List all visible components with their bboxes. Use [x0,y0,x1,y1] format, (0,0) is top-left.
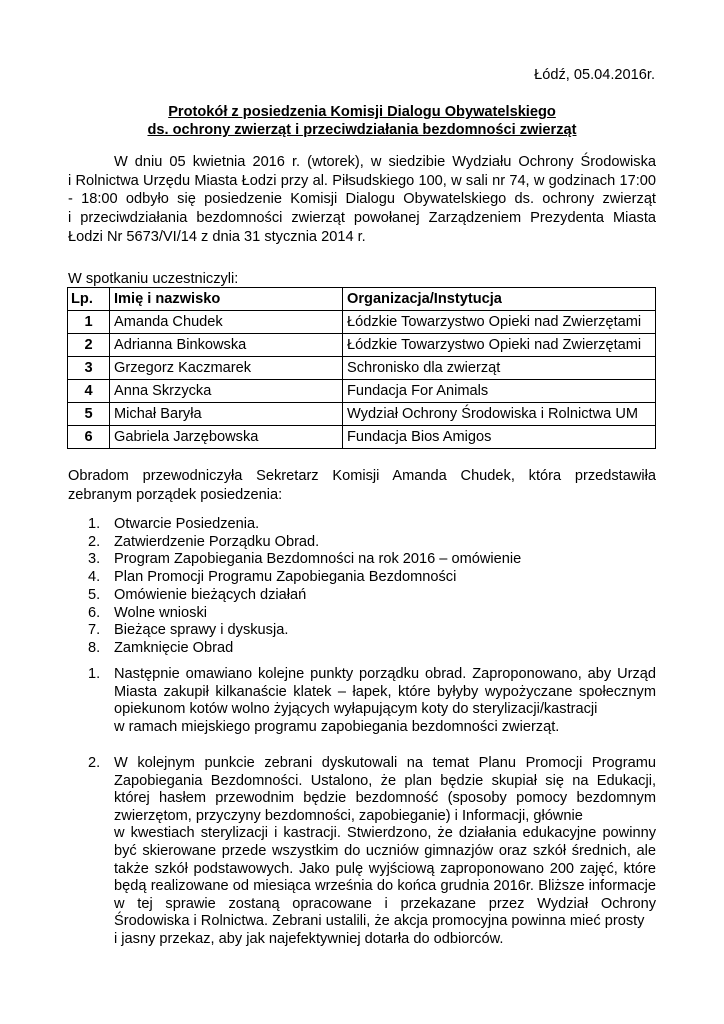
row-org: Łódzkie Towarzystwo Opieki nad Zwierzętami [343,311,656,334]
header-lp: Lp. [68,288,110,311]
agenda-text: Wolne wnioski [114,604,208,621]
agenda-item [68,605,521,623]
intro-paragraph [68,153,656,247]
point-body [114,755,656,949]
table-row [68,357,656,380]
row-name: Amanda Chudek [110,311,343,334]
agenda-text: Otwarcie Posiedzenia. [114,516,260,532]
row-lp: 3 [68,357,110,380]
intro-line: Łodzi Nr 5673/VI/14 z dnia 31 stycznia 2014 r. [68,228,366,245]
point-line: W kolejnym punkcie zebrani dyskutowali na temat Planu Promocji Programu [114,755,656,771]
table-header-row [68,288,656,311]
header-org: Organizacja/Instytucja [343,288,656,311]
point-body [114,666,656,736]
point-line: Środowiska i Rolnictwa. Zebrani ustalili, że akcja promocyjna powinna mieć prosty [114,913,645,930]
agenda-text: Program Zapobiegania Bezdomności na rok 2016 – omówienie [114,551,522,568]
row-lp: 6 [68,426,110,449]
agenda-text: Zamknięcie Obrad [114,639,234,656]
point-line: w ramach miejskiego programu zapobiegania bezdomności zwierząt. [114,718,560,735]
agenda-text: Zatwierdzenie Porządku Obrad. [114,533,320,550]
row-lp: 4 [68,380,110,403]
discussion-point-2 [68,755,656,949]
table-row [68,334,656,357]
document-date: Łódź, 05.04.2016r. [534,67,655,83]
intro-line: i Rolnictwa Urzędu Miasta Łodzi przy al. Piłsudskiego 100, w sali nr 74, w godzinach 17:00 [68,172,656,189]
agenda-item [68,587,521,605]
point-line: której hasłem przewodnim będzie bezdomność (sposoby pomocy bezdomnym [114,790,656,807]
title-line-1: Protokół z posiedzenia Komisji Dialogu Obywatelskiego [168,104,556,120]
agenda-item [68,569,521,587]
point-number: 1. [88,666,101,682]
discussion-point-1 [68,666,656,736]
agenda-number: 7. [88,622,101,639]
row-org: Łódzkie Towarzystwo Opieki nad Zwierzętami [343,334,656,357]
point-line: także szkół podstawowych. Jako pulę wyjściową zaproponowano 200 zajęć, które [114,860,656,877]
row-name: Michał Baryła [110,403,343,426]
agenda-list [68,516,521,658]
agenda-item [68,551,521,569]
point-line: Miasta zakupił kilkanaście klatek – łapek, które byłyby wypożyczane społecznym [114,683,656,700]
participants-table [67,287,656,449]
point-line: w tej sprawie zostaną opracowane i przekazane przez Wydział Ochrony [114,895,656,912]
agenda-number: 3. [88,551,101,568]
row-org: Fundacja For Animals [343,380,656,403]
agenda-number: 4. [88,569,101,586]
row-org: Wydział Ochrony Środowiska i Rolnictwa UM [343,403,656,426]
chair-paragraph [68,467,656,504]
agenda-item [68,622,521,640]
intro-line: W dniu 05 kwietnia 2016 r. (wtorek), w siedzibie Wydziału Ochrony Środowiska [114,154,656,170]
header-name: Imię i nazwisko [110,288,343,311]
point-line: i jasny przekaz, aby jak najefektywniej dotarła do odbiorców. [114,930,504,947]
agenda-item [68,516,521,534]
agenda-number: 8. [88,639,101,656]
row-org: Schronisko dla zwierząt [343,357,656,380]
agenda-number: 5. [88,586,101,603]
participants-label: W spotkaniu uczestniczyli: [68,271,239,287]
row-name: Adrianna Binkowska [110,334,343,357]
title-line-2: ds. ochrony zwierząt i przeciwdziałania bezdomności zwierząt [147,122,577,138]
agenda-number: 1. [88,516,101,532]
row-org: Fundacja Bios Amigos [343,426,656,449]
point-line: Zapobiegania Bezdomności. Ustalono, że plan będzie skupiał się na Edukacji, [114,772,656,789]
agenda-number: 2. [88,533,101,550]
point-line: będą realizowane od miesiąca września do końca grudnia 2016r. Bliższe informacje [114,878,656,895]
chair-line: Obradom przewodniczyła Sekretarz Komisji Amanda Chudek, która przedstawiła [68,468,656,484]
row-lp: 2 [68,334,110,357]
row-lp: 1 [68,311,110,334]
table-row [68,380,656,403]
row-lp: 5 [68,403,110,426]
row-name: Grzegorz Kaczmarek [110,357,343,380]
intro-line: - 18:00 odbyło się posiedzenie Komisji Dialogu Obywatelskiego ds. ochrony zwierząt [68,191,656,208]
point-line: być skierowane przede wszystkim do uczniów gimnazjów oraz szkół średnich, ale [114,842,656,859]
point-number: 2. [88,755,101,771]
agenda-text: Omówienie bieżących działań [114,586,307,603]
document-title [68,103,656,139]
point-line: Następnie omawiano kolejne punkty porządku obrad. Zaproponowano, aby Urząd [114,666,656,682]
table-row [68,426,656,449]
agenda-text: Plan Promocji Programu Zapobiegania Bezdomności [114,569,457,586]
agenda-text: Bieżące sprawy i dyskusja. [114,622,289,639]
point-line: opiekunom kotów wolno żyjących wyłapującym koty do sterylizacji/kastracji [114,701,598,718]
chair-line: zebranym porządek posiedzenia: [68,486,283,503]
table-row [68,311,656,334]
table-row [68,403,656,426]
agenda-item [68,534,521,552]
intro-line: i przeciwdziałania bezdomności zwierząt powołanej Zarządzeniem Prezydenta Miasta [68,210,656,227]
agenda-number: 6. [88,604,101,621]
point-line: zwierzętom, przyczyny bezdomności, zapobieganie) i Informacji, głównie [114,807,583,824]
row-name: Anna Skrzycka [110,380,343,403]
point-line: w kwestiach sterylizacji i kastracji. Stwierdzono, że działania edukacyjne powinny [114,825,656,842]
agenda-item [68,640,521,658]
row-name: Gabriela Jarzębowska [110,426,343,449]
